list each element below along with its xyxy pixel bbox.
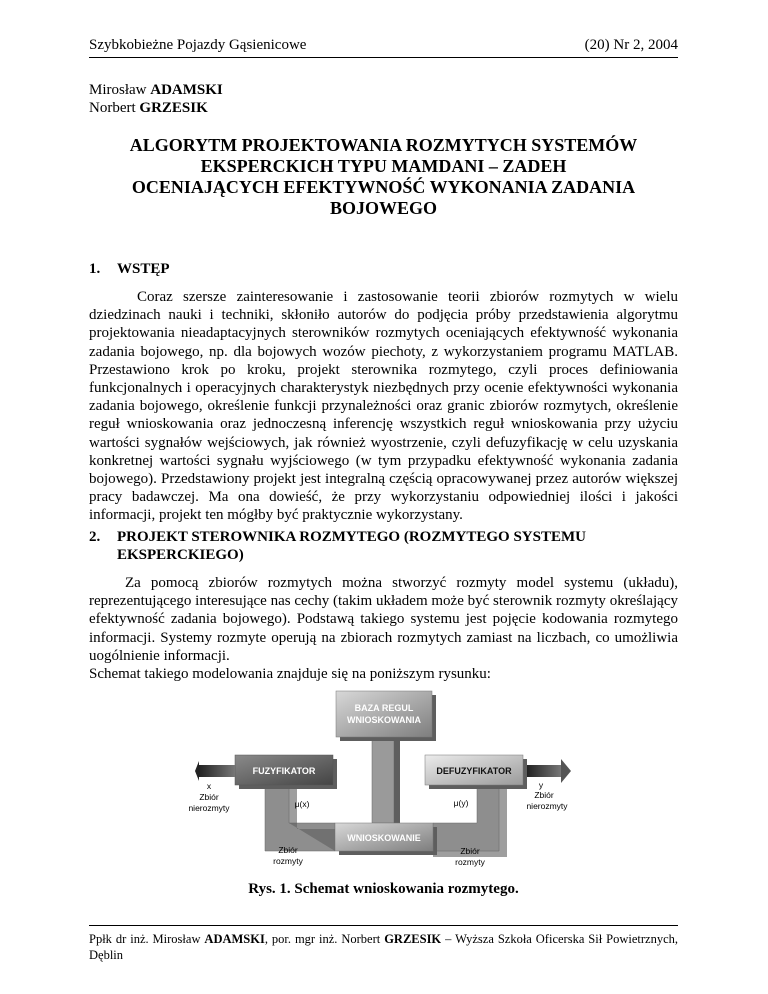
issue-number: (20) Nr 2, 2004 [584,37,678,53]
svg-text:FUZYFIKATOR: FUZYFIKATOR [252,766,316,776]
input-set-label: Zbiór [199,792,219,802]
section-2-heading: 2. PROJEKT STEROWNIKA ROZMYTEGO (ROZMYTEGO SYSTEMU EKSPERCKIEGO) [89,529,586,563]
svg-text:rozmyty: rozmyty [273,856,303,866]
svg-text:DEFUZYFIKATOR: DEFUZYFIKATOR [436,766,512,776]
svg-text:WNIOSKOWANIE: WNIOSKOWANIE [347,833,421,843]
authors [89,81,223,117]
section-2-text: Za pomocą zbiorów rozmytych można stworzyć rozmyty model systemu (układu), reprezentującego interesujące nas cechy (takim układem może być sterownik rozmyty określający efektywność zadania bojowego). Podstawą takiego systemu jest pojęcie kodowania rozmytego informacji. Systemy rozmyte operują na zbiorach rozmytych zamiast na liczbach, co umożliwia uogólnienie informacji. Schemat takiego modelowania znajduje się na poniższym rysunku: [89,575,678,683]
fuzzifier-box [235,755,337,789]
svg-text:rozmyty: rozmyty [455,857,485,867]
fuzzy-inference-diagram [188,683,575,873]
output-arrow [527,759,571,783]
output-set-label: Zbiór [534,790,554,800]
author-footnote: Ppłk dr inż. Mirosław ADAMSKI, por. mgr inż. Norbert GRZESIK – Wyższa Szkoła Oficerska Sił Powietrznych, Dęblin [89,932,679,962]
header-rule [89,57,678,58]
fuzzy-set-right-label: Zbiór [460,846,480,856]
author-2: Norbert GRZESIK [89,100,208,116]
rule-base-box [336,691,436,741]
mu-x-label: μ(x) [294,799,310,809]
svg-text:BAZA REGUL: BAZA REGUL [354,703,414,713]
svg-text:nierozmyty: nierozmyty [526,801,568,811]
inference-box [335,823,437,855]
defuzzifier-box [425,755,527,789]
footnote-rule [89,925,678,926]
rule-base-arrow [372,737,400,833]
output-var-label: y [538,780,544,790]
svg-text:WNIOSKOWANIA: WNIOSKOWANIA [347,715,421,725]
svg-text:nierozmyty: nierozmyty [188,803,230,813]
section-1-heading: 1. WSTĘP [89,261,170,277]
input-arrow [195,761,235,781]
author-1: Mirosław ADAMSKI [89,82,223,98]
input-var-label: x [206,781,212,791]
diagram-intro: Schemat takiego modelowania znajduje się na poniższym rysunku: [89,666,491,683]
figure-caption: Rys. 1. Schemat wnioskowania rozmytego. [248,881,519,897]
left-connector [265,783,335,851]
journal-name: Szybkobieżne Pojazdy Gąsienicowe [89,37,307,53]
mu-y-label: μ(y) [453,798,469,808]
fuzzy-set-left-label: Zbiór [278,845,298,855]
section-1-text: Coraz szersze zainteresowanie i zastosowanie teorii zbiorów rozmytych w wielu dziedzinach nauki i techniki, skłoniło autorów do podjęcia próby przedstawienia algorytmu projektowania nieadaptacyjnych sterowników rozmytych oceniających efektywność wykonania zadania bojowego, np. dla bojowych wozów piechoty, z wykorzystaniem programu MATLAB. Przestawiono krok po kroku, projekt sterownika rozmytego, czyli proces definiowania funkcjonalnych i operacyjnych charakterystyk niezbędnych przy ocenie efektywności wykonania zadania bojowego, określenie funkcji przynależności oraz granic zbiorów rozmytych, określenie reguł wnioskowania oraz jednoczesną inferencję wszystkich reguł wnioskowania przy użyciu wartości sygnałów wejściowych, jak również wyostrzenie, czyli defuzyfikację w celu uzyskania konkretnej wartości sygnału wyjściowego (w tym przypadku efektywność wykonania zadania bojowego). Przedstawiony projekt jest integralną częścią opracowywanej przez autorów większej pracy badawczej. Ma ona dowieść, że przy wykorzystaniu odpowiedniej ilości i jakości informacji, projekt ten mógłby być praktycznie wykorzystany. [89,289,678,524]
paper-title: ALGORYTM PROJEKTOWANIA ROZMYTYCH SYSTEMÓW EKSPERCKICH TYPU MAMDANI – ZADEH OCENIAJĄCYCH EFEKTYWNOŚĆ WYKONANIA ZADANIA BOJOWEGO [129,135,638,218]
